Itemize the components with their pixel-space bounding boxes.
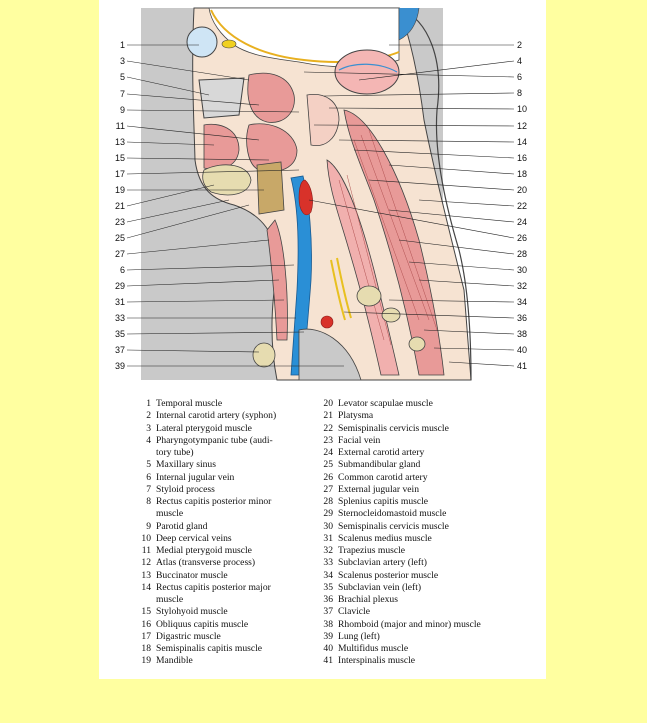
legend-item: [135, 484, 310, 496]
label-left-39: 39: [114, 361, 125, 371]
legend-number: 16: [141, 618, 151, 630]
legend-number: 35: [323, 581, 333, 593]
legend-item: [135, 508, 310, 520]
legend-number: 37: [323, 606, 333, 618]
legend-number: 19: [141, 655, 151, 667]
legend-text: Maxillary sinus: [156, 459, 216, 471]
legend-text: Internal jugular vein: [156, 471, 235, 483]
label-left-13: 13: [114, 137, 125, 147]
legend-item: [135, 410, 310, 422]
legend-item: [135, 631, 310, 643]
legend-text: Pharyngotympanic tube (audi-: [156, 434, 273, 446]
legend-item: [317, 594, 542, 606]
legend-number: 40: [323, 643, 333, 654]
legend-text: Sternocleidomastoid muscle: [338, 508, 447, 520]
legend-text: Rectus capitis posterior minor: [156, 496, 272, 507]
label-right-22: 22: [517, 201, 528, 211]
legend-item: [317, 533, 542, 545]
label-left-7: 7: [119, 89, 125, 99]
legend-text: Scalenus posterior muscle: [338, 569, 439, 581]
legend-text: Facial vein: [338, 434, 381, 446]
legend-item: [135, 606, 310, 618]
legend-item: [317, 619, 542, 631]
legend-number: [135, 447, 156, 459]
legend-number: 2: [146, 410, 151, 422]
legend-item: [135, 533, 310, 545]
legend-item: [135, 423, 310, 435]
maxillary-sinus: [199, 78, 244, 118]
legend-item: [317, 459, 542, 471]
legend-text: muscle: [156, 594, 184, 605]
label-right-4: 4: [517, 56, 523, 66]
legend-text: Buccinator muscle: [156, 569, 228, 581]
legend-text: Common carotid artery: [338, 471, 428, 483]
cerebellum: [335, 50, 399, 94]
legend-number: 27: [323, 483, 333, 495]
legend-number: 1: [146, 398, 151, 409]
legend-column-2: [317, 398, 542, 668]
anatomy-illustration: [99, 0, 546, 390]
fat-pad: [222, 40, 236, 48]
legend-item: [135, 619, 310, 631]
legend-item: [317, 398, 542, 410]
legend-text: Levator scapulae muscle: [338, 398, 433, 409]
label-left-9: 9: [119, 105, 125, 115]
legend-text: Lateral pterygoid muscle: [156, 422, 252, 434]
legend-number: 15: [141, 606, 151, 618]
legend-item: [317, 545, 542, 557]
legend-text: Obliquus capitis muscle: [156, 618, 249, 630]
legend-item: [135, 398, 310, 410]
legend-text: Rhomboid (major and minor) muscle: [338, 618, 481, 630]
legend-number: 13: [141, 569, 151, 581]
legend-text: Splenius capitis muscle: [338, 496, 429, 507]
label-left-31: 31: [114, 297, 125, 307]
legend-item: [317, 410, 542, 422]
legend-item: [135, 435, 310, 447]
page-panel: [99, 0, 546, 679]
legend-item: [317, 496, 542, 508]
legend-number: 6: [146, 471, 151, 483]
legend-item: [317, 423, 542, 435]
legend-number: 39: [323, 630, 333, 642]
legend-number: 3: [146, 422, 151, 434]
legend-text: Mandible: [156, 655, 193, 667]
legend-text: Parotid gland: [156, 520, 208, 532]
legend-item: [135, 459, 310, 471]
label-left-35: 35: [114, 329, 125, 339]
legend-item: [317, 484, 542, 496]
legend-item: [135, 557, 310, 569]
legend-number: 34: [323, 569, 333, 581]
legend-text: Brachial plexus: [338, 594, 398, 605]
legend-number: 4: [146, 434, 151, 446]
legend-text: Clavicle: [338, 606, 370, 618]
legend-number: 26: [323, 471, 333, 483]
legend-text: muscle: [156, 508, 184, 520]
legend-item: [317, 521, 542, 533]
label-left-11: 11: [115, 121, 125, 131]
legend-text: Semispinalis capitis muscle: [156, 643, 263, 654]
legend-number: 38: [323, 618, 333, 630]
label-right-8: 8: [517, 88, 523, 98]
legend-item: [135, 496, 310, 508]
legend-number: 29: [323, 508, 333, 520]
legend-text: Atlas (transverse process): [156, 557, 256, 569]
legend-text: Subclavian vein (left): [338, 581, 422, 593]
subclavian-artery: [321, 316, 333, 328]
legend-text: Stylohyoid muscle: [156, 606, 228, 618]
label-right-14: 14: [517, 137, 528, 147]
rib-1: [357, 286, 381, 306]
label-right-40: 40: [517, 345, 528, 355]
legend-item: [317, 570, 542, 582]
legend-number: 14: [141, 581, 151, 593]
legend-text: Medial pterygoid muscle: [156, 545, 252, 556]
label-right-10: 10: [517, 104, 528, 114]
legend-number: [135, 508, 156, 520]
label-right-20: 20: [517, 185, 528, 195]
legend-item: [135, 594, 310, 606]
legend-text: Deep cervical veins: [156, 532, 232, 544]
legend-item: [135, 643, 310, 655]
legend-number: 25: [323, 459, 333, 471]
label-right-12: 12: [517, 121, 528, 131]
legend-number: 30: [323, 520, 333, 532]
label-left-19: 19: [114, 185, 125, 195]
label-left-17: 17: [114, 169, 125, 179]
label-left-21: 21: [114, 201, 125, 211]
rib-2: [382, 308, 400, 322]
label-right-32: 32: [517, 281, 528, 291]
label-right-16: 16: [517, 153, 528, 163]
rib-3: [409, 337, 425, 351]
legend-number: 24: [323, 447, 333, 458]
legend-item: [317, 631, 542, 643]
label-left-33: 33: [114, 313, 125, 323]
legend-number: [135, 594, 156, 606]
legend-number: 23: [323, 434, 333, 446]
legend-number: 20: [323, 398, 333, 409]
submandibular-gland: [203, 165, 251, 195]
label-left-23: 23: [114, 217, 125, 227]
label-right-24: 24: [517, 217, 528, 227]
legend-text: Temporal muscle: [156, 398, 223, 409]
legend-text: Subclavian artery (left): [338, 557, 427, 569]
label-left-25: 25: [114, 233, 125, 243]
legend-item: [135, 472, 310, 484]
label-left-37: 37: [114, 345, 125, 355]
legend-number: 31: [323, 532, 333, 544]
label-left-27: 27: [114, 249, 125, 259]
label-right-2: 2: [517, 40, 523, 50]
label-left-5: 5: [119, 72, 125, 82]
legend-item: [135, 545, 310, 557]
legend-item: [135, 521, 310, 533]
legend-text: Platysma: [338, 410, 374, 422]
legend-text: tory tube): [156, 447, 194, 458]
legend-text: Trapezius muscle: [338, 545, 406, 556]
legend-number: 17: [141, 630, 151, 642]
legend-number: 5: [146, 459, 151, 471]
label-right-18: 18: [517, 169, 528, 179]
legend-item: [317, 655, 542, 667]
label-right-34: 34: [517, 297, 528, 307]
label-right-28: 28: [517, 249, 528, 259]
legend-text: Rectus capitis posterior major: [156, 581, 271, 593]
orbit: [187, 27, 217, 57]
legend-text: Digastric muscle: [156, 630, 221, 642]
legend-text: External jugular vein: [338, 483, 419, 495]
legend-item: [317, 606, 542, 618]
label-right-41: 41: [517, 361, 528, 371]
legend-text: Submandibular gland: [338, 459, 421, 471]
label-right-26: 26: [517, 233, 528, 243]
legend-item: [135, 655, 310, 667]
anatomy-figure: [99, 0, 546, 390]
legend-number: 36: [323, 594, 333, 605]
legend-item: [135, 447, 310, 459]
legend-number: 33: [323, 557, 333, 569]
legend-number: 22: [323, 422, 333, 434]
legend-item: [317, 557, 542, 569]
legend-item: [317, 472, 542, 484]
legend-text: Styloid process: [156, 483, 215, 495]
legend-item: [135, 582, 310, 594]
label-right-36: 36: [517, 313, 528, 323]
legend-number: 9: [146, 520, 151, 532]
legend-number: 7: [146, 483, 151, 495]
legend-text: Semispinalis cervicis muscle: [338, 520, 449, 532]
label-right-38: 38: [517, 329, 528, 339]
legend-number: 32: [323, 545, 333, 556]
legend-column-1: [135, 398, 310, 668]
legend-item: [317, 447, 542, 459]
legend-item: [317, 435, 542, 447]
legend-text: Lung (left): [338, 630, 380, 642]
legend-text: Internal carotid artery (syphon): [156, 410, 277, 422]
label-left-1: 1: [119, 40, 125, 50]
legend-number: 28: [323, 496, 333, 507]
legend-number: 12: [141, 557, 151, 569]
legend-number: 11: [141, 545, 151, 556]
label-left-6: 6: [119, 265, 125, 275]
legend-item: [317, 508, 542, 520]
legend-item: [135, 570, 310, 582]
legend-text: Scalenus medius muscle: [338, 532, 432, 544]
legend-text: Multifidus muscle: [338, 643, 409, 654]
label-left-3: 3: [119, 56, 125, 66]
legend-number: 8: [146, 496, 151, 507]
legend-text: Interspinalis muscle: [338, 655, 415, 667]
clavicle: [253, 343, 275, 367]
legend-item: [317, 643, 542, 655]
legend-item: [317, 582, 542, 594]
mandible: [257, 162, 284, 214]
legend-number: 10: [141, 532, 151, 544]
legend-number: 21: [323, 410, 333, 422]
label-left-15: 15: [114, 153, 125, 163]
legend-number: 41: [323, 655, 333, 667]
label-right-6: 6: [517, 72, 523, 82]
label-right-30: 30: [517, 265, 528, 275]
label-left-29: 29: [114, 281, 125, 291]
legend-text: Semispinalis cervicis muscle: [338, 422, 449, 434]
legend-number: 18: [141, 643, 151, 654]
legend-text: External carotid artery: [338, 447, 425, 458]
